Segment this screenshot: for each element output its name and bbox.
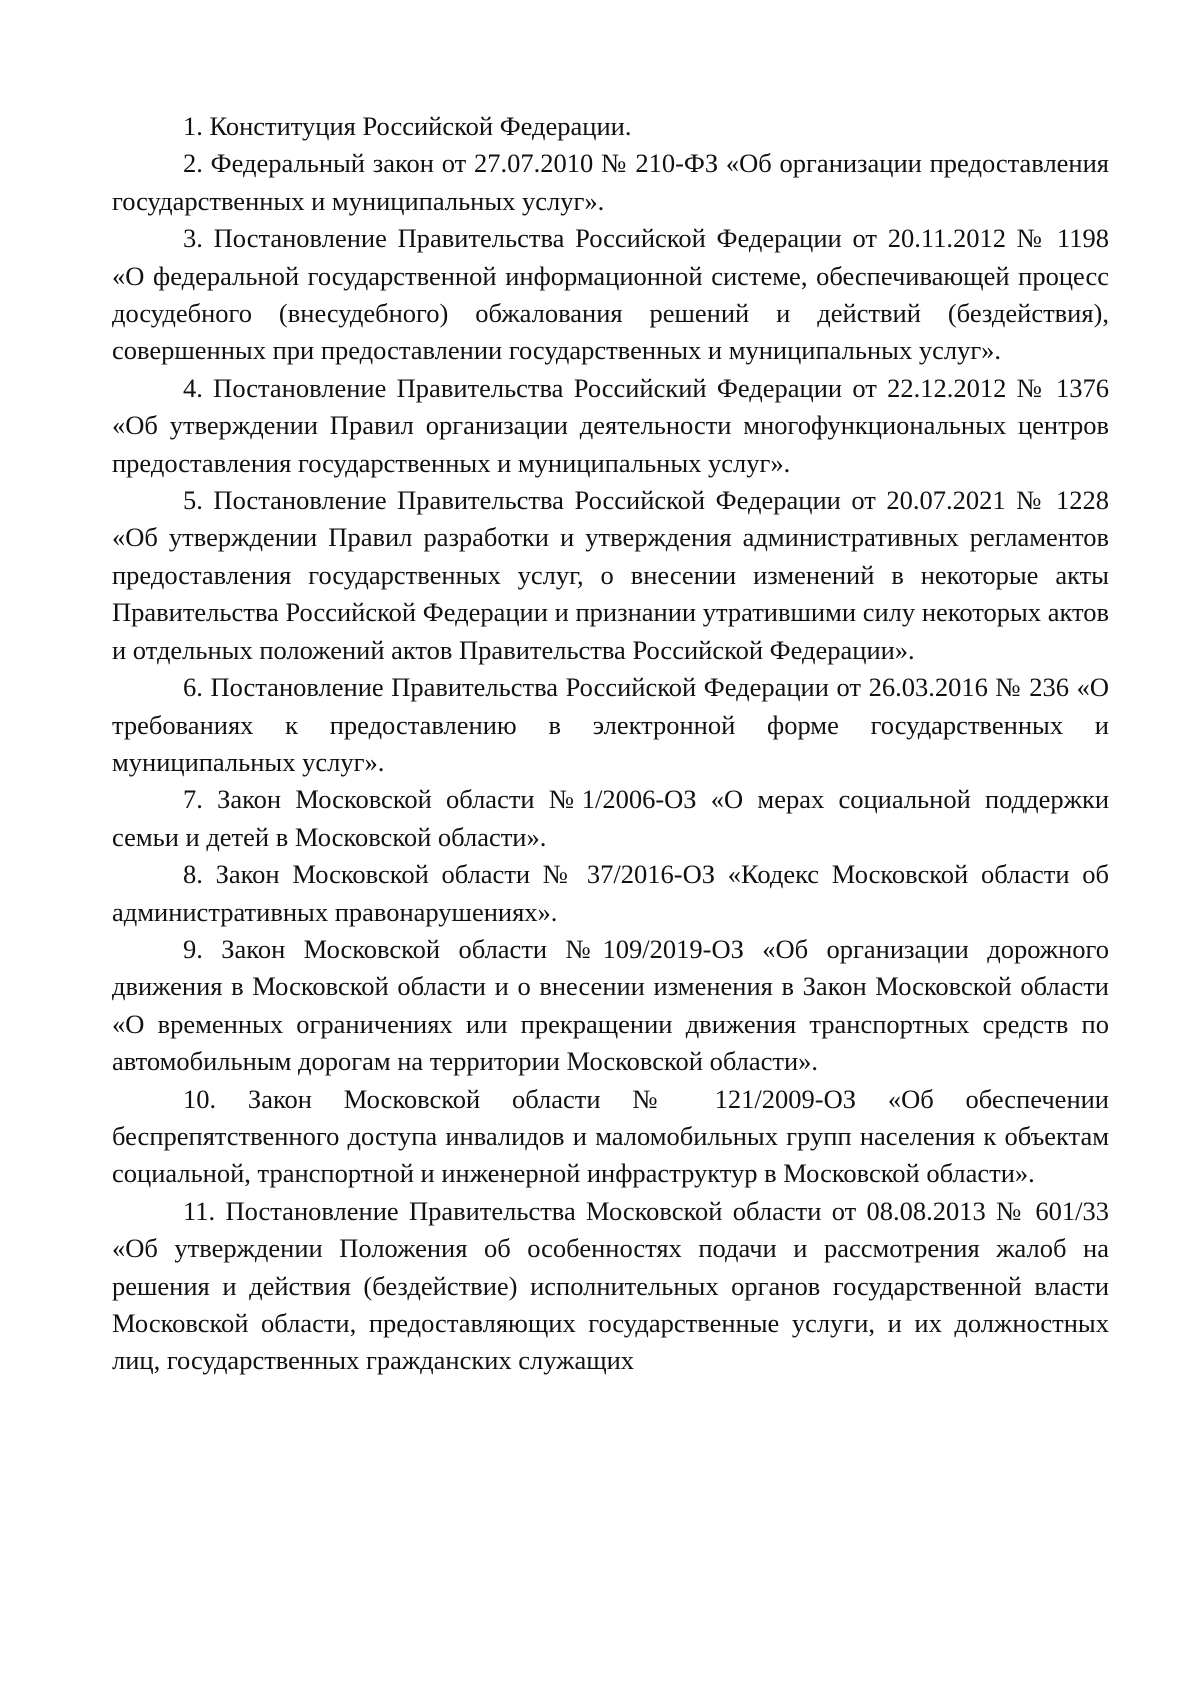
list-item: 3. Постановление Правительства Российской Федерации от 20.11.2012 № 1198 «О федеральной государственной информационной системе, обеспечивающей процесс досудебного (внесудебного) обжалования решений и действий (бездействия), совершенных при предоставлении государственных и муниципальных услуг». [112,223,1109,366]
list-item: 5. Постановление Правительства Российской Федерации от 20.07.2021 № 1228 «Об утверждении Правил разработки и утверждения административных регламентов предоставления государственных услуг, о внесении изменений в некоторые акты Правительства Российской Федерации и признании утратившими силу некоторых актов и отдельных положений актов Правительства Российской Федерации». [112,485,1109,665]
list-item: 1. Конституция Российской Федерации. [183,111,632,141]
list-item: 9. Закон Московской области №109/2019-ОЗ «Об организации дорожного движения в Московской области и о внесении изменения в Закон Московской области «О временных ограничениях или прекращении движения транспортных средств по автомобильным дорогам на территории Московской области». [112,933,1109,1077]
list-item: 8. Закон Московской области № 37/2016-ОЗ «Кодекс Московской области об административных правонарушениях». [112,859,1109,927]
list-item: 7. Закон Московской области №1/2006-ОЗ «О мерах социальной поддержки семьи и детей в Московской области». [112,784,1109,852]
list-item: 2. Федеральный закон от 27.07.2010 № 210-ФЗ «Об организации предоставления государственных и муниципальных услуг». [112,148,1109,216]
document-body [112,108,1109,1380]
list-item: 6. Постановление Правительства Российской Федерации от 26.03.2016 № 236 «О требованиях к предоставлению в электронной форме государственных и муниципальных услуг». [112,672,1109,777]
list-item: 4. Постановление Правительства Российский Федерации от 22.12.2012 № 1376 «Об утверждении Правил организации деятельности многофункциональных центров предоставления государственных и муниципальных услуг». [112,372,1109,478]
list-item: 10. Закон Московской области № 121/2009-ОЗ «Об обеспечении беспрепятственного доступа инвалидов и маломобильных групп населения к объектам социальной, транспортной и инженерной инфраструктур в Московской области». [112,1083,1109,1189]
list-item: 11. Постановление Правительства Московской области от 08.08.2013 № 601/33 «Об утверждении Положения об особенностях подачи и рассмотрения жалоб на решения и действия (бездействие) исполнительных органов государственной власти Московской области, предоставляющих государственные услуги, и их должностных лиц, государственных гражданских служащих [112,1195,1109,1376]
